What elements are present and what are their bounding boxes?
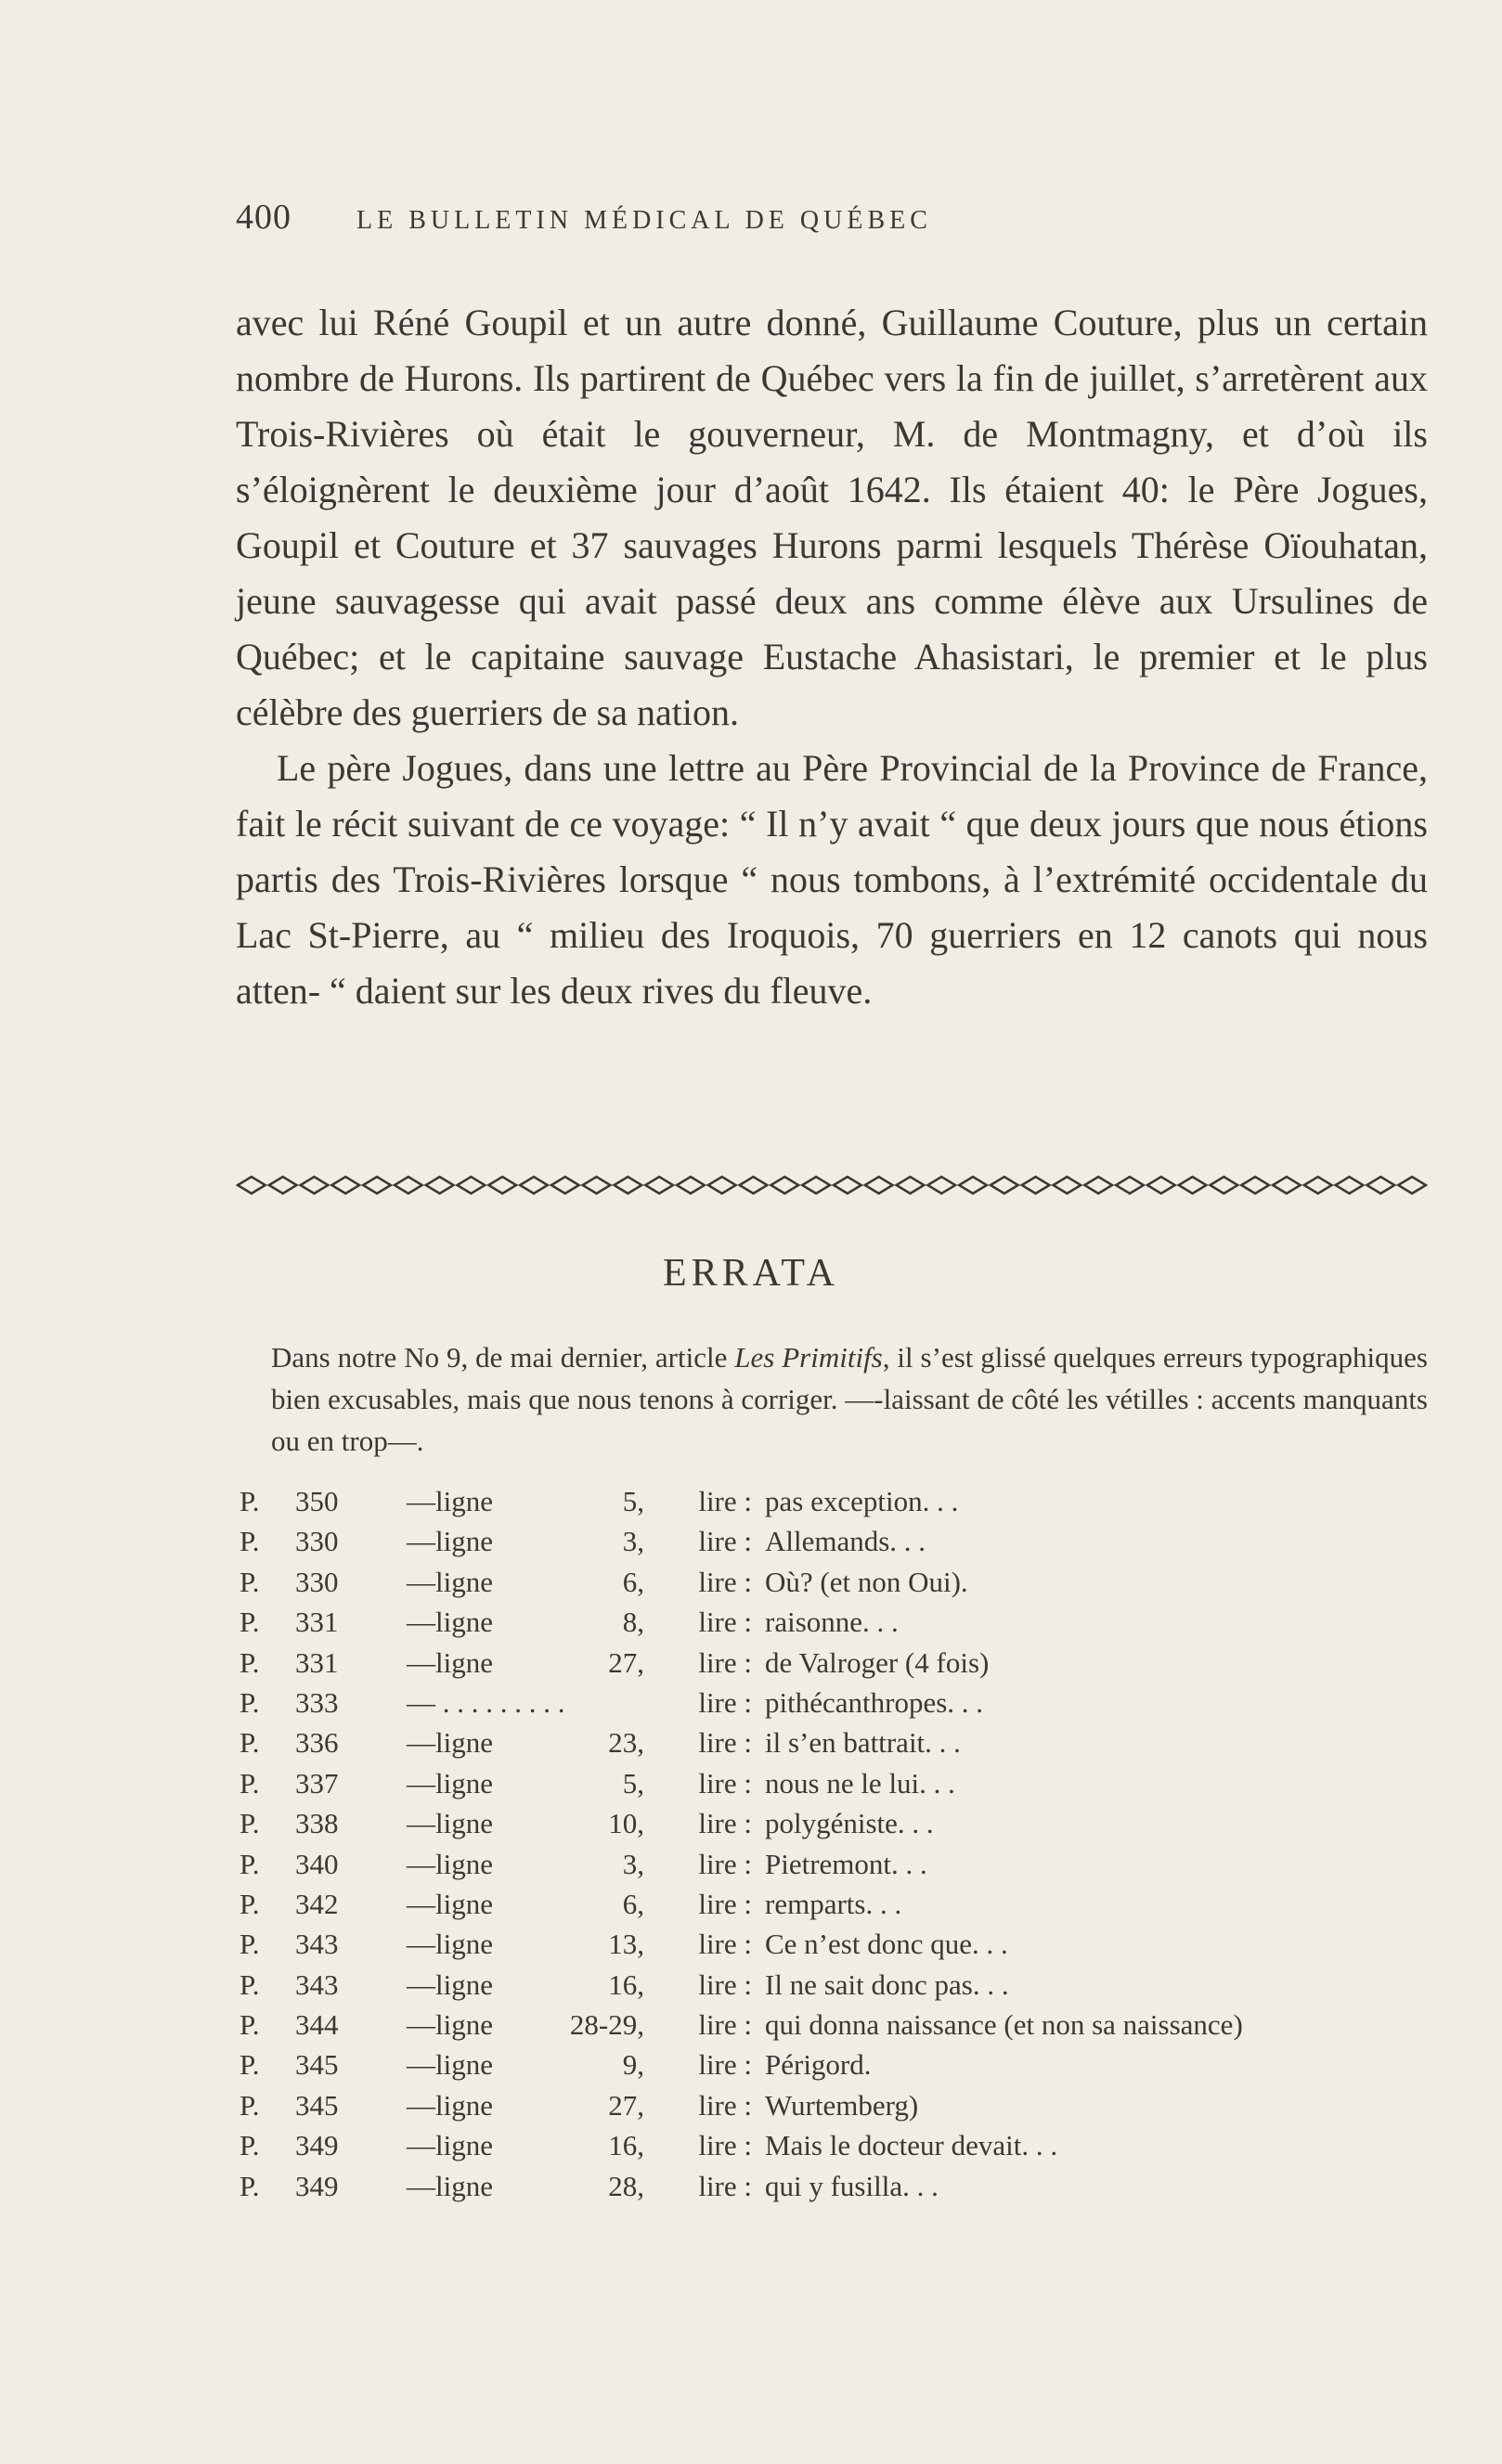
errata-p: P. (240, 1807, 260, 1840)
errata-ligne: —ligne (407, 2008, 493, 2042)
ornament-diamond (1084, 1177, 1112, 1193)
errata-correction: Pietremont. . . (765, 1847, 927, 1880)
ornament-diamond (238, 1177, 265, 1193)
errata-page: 345 (295, 2048, 339, 2082)
ornament-diamond (488, 1177, 516, 1193)
ornament-diamond (959, 1177, 987, 1193)
errata-line-number: 27, (608, 2088, 644, 2122)
errata-correction: polygéniste. . . (765, 1807, 934, 1840)
ornament-diamond (677, 1177, 705, 1193)
errata-row (240, 2125, 1428, 2165)
ornament-diamond (583, 1177, 611, 1193)
ornament-diamond (1116, 1177, 1144, 1193)
page-header (236, 197, 1157, 238)
errata-ligne: —ligne (407, 2129, 493, 2162)
errata-correction: Il ne sait donc pas. . . (765, 1967, 1009, 2001)
errata-ligne: —ligne (407, 1847, 493, 1880)
errata-row (240, 1763, 1428, 1803)
errata-list (240, 1481, 1428, 2206)
ornament-diamond (740, 1177, 768, 1193)
ornament-diamond (1336, 1177, 1364, 1193)
errata-line-number: 9, (622, 2048, 644, 2082)
ornament-diamond (269, 1177, 297, 1193)
errata-page: 349 (295, 2169, 339, 2202)
errata-line-number (525, 1683, 644, 1722)
errata-correction: Mais le docteur devait. . . (765, 2129, 1058, 2162)
ornament-diamond (458, 1177, 486, 1193)
errata-p: P. (240, 1847, 260, 1880)
errata-correction: Wurtemberg) (765, 2088, 919, 2122)
ornament-diamond (927, 1177, 955, 1193)
ornament-diamond (770, 1177, 798, 1193)
errata-p: P. (240, 1645, 260, 1679)
errata-lire: lire : (698, 1887, 752, 1920)
ornament-diamond (551, 1177, 579, 1193)
errata-page: 336 (295, 1726, 339, 1760)
errata-lire: lire : (698, 2129, 752, 2162)
errata-lire: lire : (698, 1685, 752, 1719)
ornament-diamond (1366, 1177, 1394, 1193)
errata-correction: remparts. . . (765, 1887, 902, 1920)
errata-row (240, 1683, 1428, 1722)
errata-ligne: —ligne (407, 1485, 493, 1517)
errata-intro-start: Dans notre No 9, de mai dernier, article (271, 1341, 735, 1374)
errata-row (240, 1884, 1428, 1924)
errata-ligne: —ligne (407, 2088, 493, 2122)
errata-p: P. (240, 1928, 260, 1961)
ornament-diamond (834, 1177, 861, 1193)
errata-correction: Ce n’est donc que. . . (765, 1928, 1008, 1961)
errata-row (240, 1521, 1428, 1561)
errata-row (240, 1643, 1428, 1683)
errata-line-number: 5, (622, 1485, 644, 1517)
errata-row (240, 1965, 1428, 2005)
errata-line-number: 28, (608, 2169, 644, 2202)
ornament-diamond (614, 1177, 641, 1193)
errata-lire: lire : (698, 2008, 752, 2042)
errata-lire: lire : (698, 2088, 752, 2122)
ornament-diamond (1210, 1177, 1237, 1193)
errata-ligne: —ligne (407, 2169, 493, 2202)
errata-ligne: — . . . . . . . . . (407, 1685, 565, 1719)
errata-correction: Où? (et non Oui). (765, 1565, 968, 1598)
errata-row (240, 2166, 1428, 2206)
errata-page: 331 (295, 1606, 339, 1639)
errata-p: P. (240, 1485, 260, 1517)
errata-intro-article: Les Primitifs (734, 1341, 883, 1374)
ornament-diamond (1273, 1177, 1301, 1193)
errata-lire: lire : (698, 1565, 752, 1598)
errata-lire: lire : (698, 1967, 752, 2001)
ornament-diamond (1054, 1177, 1081, 1193)
errata-correction: raisonne. . . (765, 1606, 899, 1639)
ornament-diamond (520, 1177, 548, 1193)
errata-correction: qui donna naissance (et non sa naissance) (765, 2008, 1243, 2042)
errata-page: 344 (295, 2008, 339, 2042)
ornament-diamond (897, 1177, 925, 1193)
errata-line-number: 3, (622, 1525, 644, 1558)
errata-ligne: —ligne (407, 1645, 493, 1679)
errata-ligne: —ligne (407, 1928, 493, 1961)
errata-page: 342 (295, 1887, 339, 1920)
errata-lire: lire : (698, 1645, 752, 1679)
errata-p: P. (240, 2048, 260, 2082)
errata-row (240, 1924, 1428, 1964)
ornament-diamond (1398, 1177, 1426, 1193)
errata-ligne: —ligne (407, 2048, 493, 2082)
ornament-diamond (1304, 1177, 1332, 1193)
errata-intro-end: , il s’est glissé quelques erreurs typographiques bien excusables, mais que nous tenons à corriger. —-laissant de côté les vétilles : accents manquants ou en trop—. (271, 1341, 1428, 1457)
errata-page: 340 (295, 1847, 339, 1880)
body-paragraph-2: Le père Jogues, dans une lettre au Père Provincial de la Province de France, fait le récit suivant de ce voyage: “ Il n’y avait “ que deux jours que nous étions partis des Trois-Rivières lorsque “ nous tombons, à l’extrémité occidentale du Lac St-Pierre, au “ milieu des Iroquois, 70 guerriers en 12 canots qui nous atten- “ daient sur les deux rives du fleuve. (236, 747, 1428, 1012)
ornament-diamond (1241, 1177, 1269, 1193)
errata-line-number: 16, (608, 2129, 644, 2162)
errata-lire: lire : (698, 1766, 752, 1800)
errata-correction: pas exception. . . (765, 1485, 959, 1517)
errata-row (240, 1844, 1428, 1884)
ornament-diamond (363, 1177, 391, 1193)
errata-line-number: 28-29, (569, 2008, 644, 2042)
errata-correction: Allemands. . . (765, 1525, 926, 1558)
errata-page: 343 (295, 1928, 339, 1961)
ornament-diamond (1147, 1177, 1175, 1193)
errata-lire: lire : (698, 1525, 752, 1558)
errata-page: 345 (295, 2088, 339, 2122)
errata-row (240, 1722, 1428, 1762)
errata-row (240, 1562, 1428, 1602)
errata-page: 337 (295, 1766, 339, 1800)
ornament-diamond (1179, 1177, 1207, 1193)
errata-line-number: 27, (608, 1645, 644, 1679)
errata-row (240, 2005, 1428, 2045)
errata-p: P. (240, 1606, 260, 1639)
errata-intro (271, 1336, 1428, 1462)
errata-page: 343 (295, 1967, 339, 2001)
errata-lire: lire : (698, 1606, 752, 1639)
errata-ligne: —ligne (407, 1565, 493, 1598)
errata-line-number: 10, (608, 1807, 644, 1840)
errata-line-number: 16, (608, 1967, 644, 2001)
ornament-diamond (395, 1177, 422, 1193)
errata-row (240, 2085, 1428, 2125)
ornament-diamond (708, 1177, 736, 1193)
ornament-diamond (991, 1177, 1018, 1193)
errata-lire: lire : (698, 1726, 752, 1760)
errata-ligne: —ligne (407, 1887, 493, 1920)
running-title: LE BULLETIN MÉDICAL DE QUÉBEC (356, 206, 932, 235)
errata-ligne: —ligne (407, 1525, 493, 1558)
errata-ligne: —ligne (407, 1606, 493, 1639)
errata-line-number: 23, (608, 1726, 644, 1760)
ornament-diamond (426, 1177, 454, 1193)
errata-line-number: 13, (608, 1928, 644, 1961)
errata-p: P. (240, 2008, 260, 2042)
errata-ligne: —ligne (407, 1807, 493, 1840)
errata-row (240, 1803, 1428, 1843)
errata-ligne: —ligne (407, 1967, 493, 2001)
errata-row (240, 1602, 1428, 1642)
errata-line-number: 8, (622, 1606, 644, 1639)
errata-p: P. (240, 1726, 260, 1760)
errata-lire: lire : (698, 1485, 752, 1517)
errata-correction: qui y fusilla. . . (765, 2169, 939, 2202)
errata-line-number: 6, (622, 1565, 644, 1598)
errata-page: 349 (295, 2129, 339, 2162)
errata-correction: de Valroger (4 fois) (765, 1645, 990, 1679)
ornament-rule (236, 1171, 1428, 1199)
errata-p: P. (240, 2088, 260, 2122)
errata-correction: nous ne le lui. . . (765, 1766, 955, 1800)
body-text (236, 295, 1428, 1019)
errata-lire: lire : (698, 1928, 752, 1961)
errata-page: 338 (295, 1807, 339, 1840)
errata-correction: il s’en battrait. . . (765, 1726, 961, 1760)
errata-p: P. (240, 1685, 260, 1719)
errata-p: P. (240, 1565, 260, 1598)
ornament-diamond (802, 1177, 830, 1193)
page-number: 400 (236, 198, 291, 237)
errata-ligne: —ligne (407, 1726, 493, 1760)
errata-correction: pithécanthropes. . . (765, 1685, 984, 1719)
errata-p: P. (240, 1766, 260, 1800)
ornament-diamond (301, 1177, 329, 1193)
errata-p: P. (240, 2129, 260, 2162)
body-paragraph-1: avec lui Réné Goupil et un autre donné, Guillaume Couture, plus un certain nombre de Hurons. Ils partirent de Québec vers la fin de juillet, s’arretèrent aux Trois-Rivières où était le gouverneur, M. de Montmagny, et d’où ils s’éloignèrent le deuxième jour d’août 1642. Ils étaient 40: le Père Jogues, Goupil et Couture et 37 sauvages Hurons parmi lesquels Thérèse Oïouhatan, jeune sauvagesse qui avait passé deux ans comme élève aux Ursulines de Québec; et le capitaine sauvage Eustache Ahasistari, le premier et le plus célèbre des guerriers de sa nation. (236, 302, 1428, 733)
errata-lire: lire : (698, 2169, 752, 2202)
ornament-diamond (1022, 1177, 1050, 1193)
errata-page: 350 (295, 1485, 339, 1517)
errata-p: P. (240, 1887, 260, 1920)
errata-p: P. (240, 1525, 260, 1558)
errata-row (240, 1481, 1428, 1521)
errata-ligne: —ligne (407, 1766, 493, 1800)
errata-title: ERRATA (663, 1252, 839, 1295)
errata-line-number: 6, (622, 1887, 644, 1920)
errata-lire: lire : (698, 1847, 752, 1880)
errata-p: P. (240, 1967, 260, 2001)
errata-line-number: 3, (622, 1847, 644, 1880)
errata-lire: lire : (698, 1807, 752, 1840)
errata-page: 330 (295, 1525, 339, 1558)
errata-row (240, 2045, 1428, 2084)
errata-page: 330 (295, 1565, 339, 1598)
errata-correction: Périgord. (765, 2048, 872, 2082)
errata-page: 331 (295, 1645, 339, 1679)
ornament-diamond (331, 1177, 359, 1193)
errata-p: P. (240, 2169, 260, 2202)
errata-line-number: 5, (622, 1766, 644, 1800)
ornament-diamond (865, 1177, 893, 1193)
errata-page: 333 (295, 1685, 339, 1719)
ornament-diamond (645, 1177, 673, 1193)
errata-lire: lire : (698, 2048, 752, 2082)
